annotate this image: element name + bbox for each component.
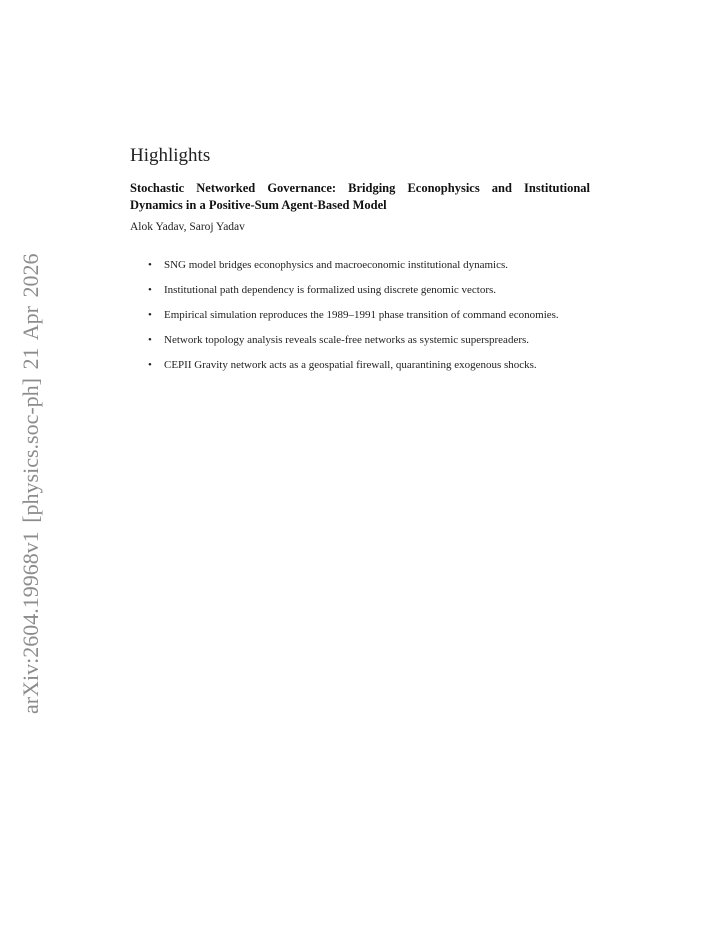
bullet-icon: • <box>148 284 152 296</box>
highlight-text: SNG model bridges econophysics and macroeconomic institutional dynamics. <box>164 259 508 271</box>
highlight-text: Network topology analysis reveals scale-free networks as systemic superspreaders. <box>164 334 530 346</box>
highlight-text: CEPII Gravity network acts as a geospatial firewall, quarantining exogenous shocks. <box>164 359 537 371</box>
highlight-item <box>148 333 588 348</box>
bullet-icon: • <box>148 334 152 346</box>
section-title: Highlights <box>130 145 211 166</box>
bullet-icon: • <box>148 359 152 371</box>
paper-title: Stochastic Networked Governance: Bridging Econophysics and Institutional Dynamics in a Positive-Sum Agent-Based Model <box>130 181 590 212</box>
highlights-list <box>148 258 588 383</box>
highlight-item <box>148 258 588 273</box>
bullet-icon: • <box>148 309 152 321</box>
arxiv-identifier: arXiv:2604.19968v1 [physics.soc-ph] 21 Apr 2026 <box>18 253 43 714</box>
author-list: Alok Yadav, Saroj Yadav <box>130 221 245 233</box>
highlight-text: Institutional path dependency is formalized using discrete genomic vectors. <box>164 284 497 296</box>
highlight-text: Empirical simulation reproduces the 1989–1991 phase transition of command economies. <box>164 309 559 321</box>
highlight-item <box>148 358 588 373</box>
bullet-icon: • <box>148 259 152 271</box>
highlight-item <box>148 308 588 323</box>
highlight-item <box>148 283 588 298</box>
